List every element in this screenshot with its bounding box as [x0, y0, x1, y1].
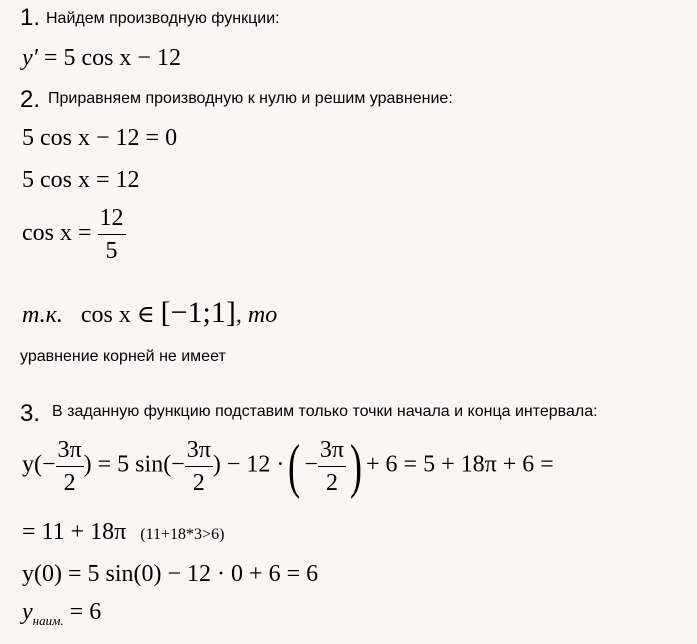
- frac-a-num: 3π: [56, 438, 84, 467]
- inner-minus: −: [304, 451, 318, 478]
- fraction-3pi-over-2-c: [318, 438, 346, 495]
- since-expression: cos x ∈: [80, 302, 155, 328]
- step3-heading: В заданную функцию подставим только точки начала и конца интервала:: [52, 403, 598, 420]
- line2-note: (11+18*3>6): [140, 526, 225, 543]
- frac-c-den: 2: [325, 469, 338, 496]
- step2-number: 2.: [20, 86, 41, 113]
- step1-heading: Найдем производную функции:: [46, 10, 280, 27]
- equation-1: 5 cos x − 12 = 0: [22, 125, 178, 151]
- min-rhs: = 6: [69, 599, 102, 625]
- min-y: y: [22, 599, 33, 625]
- no-roots-conclusion: уравнение корней не имеет: [20, 348, 226, 365]
- substitution-line-2: [22, 520, 224, 544]
- derivative-formula: [22, 46, 181, 70]
- derivative-rhs: = 5 cos x − 12: [43, 45, 181, 71]
- fraction-3pi-over-2-b: [185, 438, 213, 495]
- right-paren: ): [350, 433, 363, 499]
- y-open: y(−: [22, 451, 56, 478]
- line2-value: = 11 + 18π: [22, 519, 127, 545]
- step2-heading: Приравняем производную к нулю и решим уравнение:: [48, 90, 453, 107]
- step3-number: 3.: [20, 400, 41, 427]
- substitution-line-1: [22, 433, 554, 499]
- substitution-line-3: y(0) = 5 sin(0) − 12 · 0 + 6 = 6: [22, 561, 319, 587]
- line1-tail: + 6 = 5 + 18π + 6 =: [366, 451, 554, 478]
- step1-number: 1.: [20, 4, 41, 31]
- frac-a-den: 2: [63, 469, 76, 496]
- minimum-value: [22, 600, 101, 627]
- mid-2: ) − 12 ·: [212, 451, 285, 478]
- since-clause: [22, 298, 277, 328]
- equation-3: [22, 206, 126, 263]
- frac-b-den: 2: [192, 469, 205, 496]
- since-interval: [−1;1]: [160, 296, 236, 329]
- left-paren: (: [288, 433, 301, 499]
- frac-b-num: 3π: [185, 438, 213, 467]
- fraction-numerator: 12: [98, 206, 126, 235]
- equation-3-lhs: cos x =: [22, 220, 92, 247]
- mid-1: ) = 5 sin(−: [83, 451, 185, 478]
- fraction-3pi-over-2-a: [56, 438, 84, 495]
- since-prefix: т.к.: [22, 302, 63, 328]
- fraction-12-over-5: [98, 206, 126, 263]
- since-suffix: , то: [235, 302, 278, 328]
- fraction-denominator: 5: [105, 238, 118, 264]
- derivative-lhs: y′: [22, 45, 38, 71]
- equation-2: 5 cos x = 12: [22, 167, 140, 193]
- min-subscript: наим.: [32, 613, 64, 628]
- frac-c-num: 3π: [318, 438, 346, 467]
